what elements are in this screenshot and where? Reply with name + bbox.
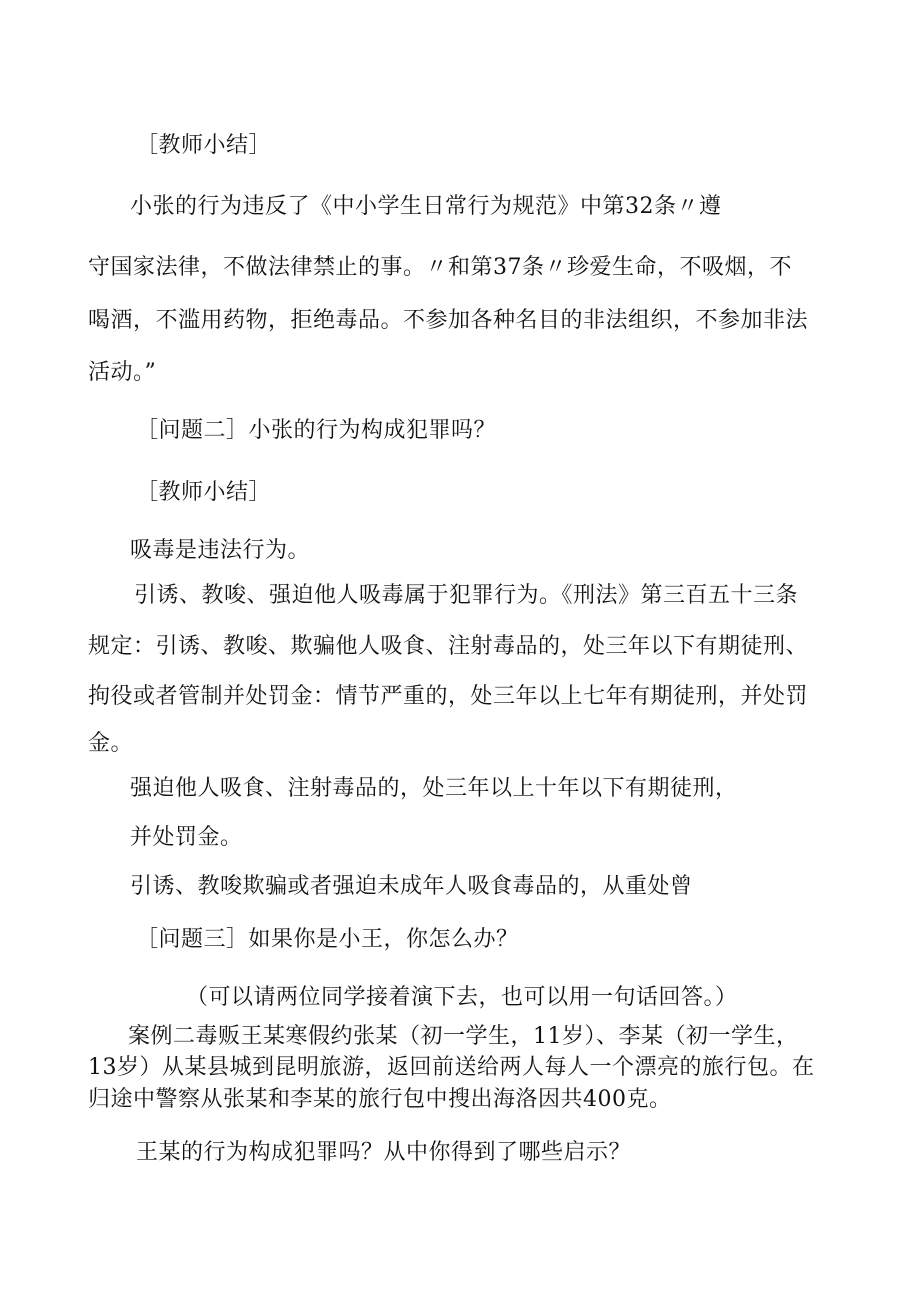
paragraph-line: 小张的行为违反了《中小学生日常行为规范》中第32条〃遵 (130, 194, 722, 219)
heading-teacher-summary-1: ［教师小结］ (136, 133, 272, 158)
paragraph-line: 王某的行为构成犯罪吗？从中你得到了哪些启示？ (136, 1140, 632, 1165)
paragraph-line: 并处罚金。 (130, 825, 243, 850)
paragraph-line: 规定：引诱、教唆、欺骗他人吸食、注射毒品的，处三年以下有期徒刑、 (88, 634, 809, 659)
paragraph-line: 金。 (88, 731, 134, 756)
paragraph-line: 喝酒，不滥用药物，拒绝毒品。不参加各种名目的非法组织，不参加非法 (88, 308, 809, 333)
paragraph-line: 13岁）从某县城到昆明旅游，返回前送给两人每人一个漂亮的旅行包。在 (88, 1055, 815, 1080)
paragraph-line: 强迫他人吸食、注射毒品的，处三年以上十年以下有期徒刑， (130, 776, 738, 801)
heading-question-three: ［问题三］如果你是小王，你怎么办？ (136, 927, 519, 952)
paragraph-line: 归途中警察从张某和李某的旅行包中搜出海洛因共400克。 (88, 1087, 672, 1112)
heading-question-two: ［问题二］小张的行为构成犯罪吗？ (136, 418, 497, 443)
paragraph-line: 守国家法律，不做法律禁止的事。〃和第37条〃珍爱生命，不吸烟，不 (88, 255, 792, 280)
paragraph-line: （可以请两位同学接着演下去，也可以用一句话回答。） (186, 985, 738, 1010)
paragraph-line: 吸毒是违法行为。 (130, 538, 311, 563)
paragraph-line: 活动。” (88, 360, 157, 385)
paragraph-line: 拘役或者管制并处罚金：情节严重的，处三年以上七年有期徒刑，并处罚 (88, 684, 809, 709)
paragraph-line: 引诱、教唆、强迫他人吸毒属于犯罪行为。《刑法》第三百五十三条 (134, 583, 799, 608)
heading-teacher-summary-2: ［教师小结］ (136, 480, 272, 505)
paragraph-line: 引诱、教唆欺骗或者强迫未成年人吸食毒品的，从重处曾 (130, 874, 693, 899)
paragraph-line: 案例二毒贩王某寒假约张某（初一学生，11岁）、李某（初一学生， (128, 1024, 799, 1049)
